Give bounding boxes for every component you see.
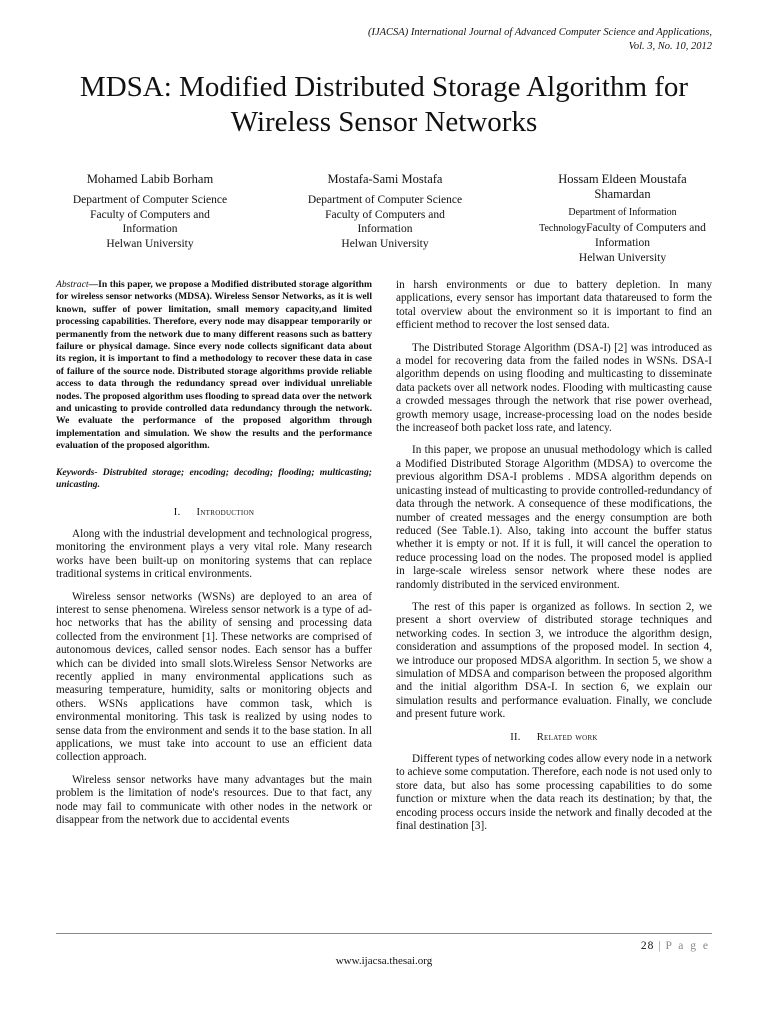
author-affiliation-line: Helwan University [341, 237, 429, 250]
author-name [520, 172, 725, 202]
author-affiliation-line: Department of Information [568, 207, 677, 218]
page-number-word: P a g e [665, 940, 710, 952]
author-affiliation-line: Department of Computer Science [307, 194, 463, 206]
journal-header [292, 26, 712, 54]
author-affiliation-line: Information [122, 223, 178, 235]
page-number [641, 940, 710, 952]
author-affiliation-line: Helwan University [106, 237, 194, 250]
author-affiliation-line: Information [595, 237, 650, 249]
paper-title-line-2: Wireless Sensor Networks [230, 106, 538, 138]
section-number: II. [510, 731, 521, 743]
journal-header-line-2: Vol. 3, No. 10, 2012 [628, 41, 712, 52]
body-paragraph: In this paper, we propose an unusual methodology which is called a Modified Distributed Storage Algorithm (MDSA) to overcome the previous algorithm DSA-I problems . MDSA algorithm depends on unicasting instead of multicasting to provide controlled-redundancy of data through the network. A consequence of these modifications, the number of created messages and the energy consumption are both reduced (See Table.1). Also, taking into account the buffer status whether it is empty or not. If it is full, it will cancel the operation to reduce processing load on the nodes. The proposed model is applied in large-scale wireless sensor network where these nodes are randomly distributed in the serviced environment. [396, 444, 712, 591]
author-2 [290, 172, 480, 251]
section-heading-related-work [396, 731, 712, 744]
page-number-value: 28 [640, 940, 655, 952]
journal-header-line-1: (IJACSA) International Journal of Advanced Computer Science and Applications, [367, 27, 712, 38]
author-affiliation-line: Department of Computer Science [72, 194, 228, 206]
author-affiliation-line: Faculty of Computers and [90, 208, 210, 221]
paper-title-line-1: MDSA: Modified Distributed Storage Algorithm for [79, 71, 689, 103]
body-paragraph: Wireless sensor networks (WSNs) are deployed to an area of interest to sense phenomena. Wireless sensor network is a type of ad-hoc networks that has the ability of sensing and processing data collected from the environment [1]. These networks are comprised of autonomous devices, called sensor nodes. Each sensor has a buffer which can be divided into small slots.Wireless Sensor Networks are recently applied in many environmental applications such as measuring temperature, humidity, salts or monitoring objects and others. WSNs applications have common task, which is environmental monitoring. This task is realized by using nodes to sense data from the environment and sends it to the base station. In all applications, we must take into account to use an efficient data collection approach. [56, 590, 372, 764]
author-affiliation-line: Information [357, 223, 413, 235]
page-number-separator: | [658, 940, 662, 952]
body-paragraph: The Distributed Storage Algorithm (DSA-I) [2] was introduced as a model for recovering data from the failed nodes in WSNs. DSA-I algorithm depends on using flooding and multicasting to disseminate data packets over all network nodes. Flooding with multicasting cause a crowded messages through the network that rise power overhead, growth memory usage, increase-processing load on the nodes beside the increaseof both packet loss rate, and latency. [396, 341, 712, 435]
body-paragraph: Wireless sensor networks have many advantages but the main problem is the limitation of node's resources. Due to that fact, any node may fail to communicate with other nodes in the network or disappear from the network due to accidental events [56, 773, 372, 827]
body-paragraph: in harsh environments or due to battery depletion. In many applications, every sensor has important data thatareused to form the total overview about the environment so it is important to find an efficient method to recover the lost sensed data. [396, 279, 712, 332]
author-name: Mostafa-Sami Mostafa [327, 172, 443, 186]
keywords-text: Distrubited storage; encoding; decoding; flooding; multicasting; unicasting. [56, 466, 372, 491]
author-block [40, 172, 740, 262]
body-paragraph: The rest of this paper is organized as follows. In section 2, we present a short overview of distributed storage techniques and networking codes. In section 3, we introduce the algorithm design, consideration and assumptions of the proposed model. In section 4, we introduce our proposed MDSA algorithm. In section 5, we show a simulation of MDSA and comparison between the proposed algorithm and the initial algorithm DSA-I. In section 6, we explain our simulation results and performance evaluation. Finally, we conclude and present future work. [396, 600, 712, 721]
author-affiliation-fragment: Technology [539, 222, 587, 234]
section-heading-introduction [56, 506, 372, 519]
left-column [56, 279, 372, 836]
author-name-line-2: Shamardan [594, 187, 651, 201]
author-name: Mohamed Labib Borham [86, 172, 214, 186]
section-number: I. [173, 506, 181, 518]
author-affiliation-fragment: Faculty of Computers and [586, 221, 706, 234]
abstract-label: Abstract [56, 279, 89, 290]
author-1 [60, 172, 240, 251]
author-affiliation-line: Faculty of Computers and [325, 208, 445, 221]
section-title: Related work [536, 731, 598, 743]
body-paragraph: Different types of networking codes allow every node in a network to achieve some computation. Therefore, each node is not used only to store data, but also has some processing capabilities to do some function or mixture when the data reach its destination; by that, the encoding process occurs inside the network and finally decoded at the final destination [3]. [396, 753, 712, 833]
paper-title [40, 70, 728, 140]
author-name-line-1: Hossam Eldeen Moustafa [558, 172, 687, 186]
footer-url: www.ijacsa.thesai.org [335, 955, 433, 967]
keywords [56, 467, 372, 492]
body-paragraph: Along with the industrial development and technological progress, monitoring the environment plays a very vital role. Many research works have been built-up on monitoring systems that can replace traditional systems in critical environments. [56, 527, 372, 581]
keywords-label: Keywords- [56, 466, 98, 478]
footer-divider [56, 933, 712, 934]
abstract-text: —In this paper, we propose a Modified distributed storage algorithm for wireless sensor networks (MDSA). Wireless Sensor Networks, as it is well known, suffer of power limitation, small memory capacity,and limited processing capabilities. Therefore, every node may disappear temporarily or permanently from the network due to many different reasons such as battery failure or physical damage. Since every node collects significant data about its region, it is important to find a methodology to recover these data in case of failure of the source node. Distributed storage algorithms provide reliable access to data through the redundancy spread over individual unreliable nodes. The proposed algorithm uses flooding to spread data over the network and unicasting to provide controlled data redundancy through the network. We evaluate the performance of the proposed algorithm through implementation and simulation. We show the results and the performance evaluation of the proposed algorithm. [56, 279, 372, 452]
author-affiliation-line [520, 221, 725, 237]
right-column [396, 279, 712, 842]
author-affiliation-line: Helwan University [578, 251, 667, 264]
section-title: Introduction [196, 506, 255, 518]
abstract [56, 279, 372, 453]
author-3 [520, 172, 725, 265]
